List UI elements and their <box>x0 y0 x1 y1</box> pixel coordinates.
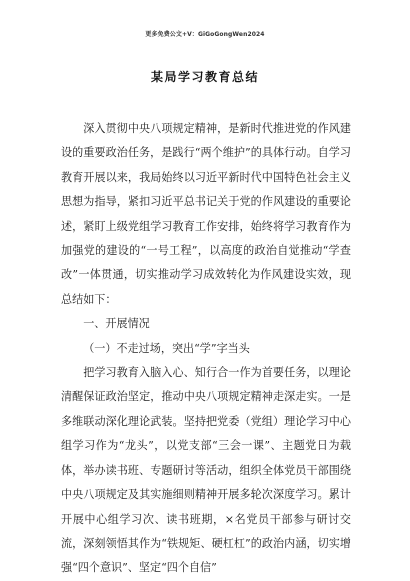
section-heading-1: 一、开展情况 <box>83 317 150 331</box>
document-title: 某局学习教育总结 <box>150 70 259 84</box>
intro-paragraph: 深入贯彻中央八项规定精神，是新时代推进党的作风建设的重要政治任务，是践行“两个维护”的具体行动。自学习教育开展以来，我局始终以习近平新时代中国特色社会主义思想为指导，紧扣习近平总书记关于党的作风建设的重要论述，紧盯上级党组学习教育工作安排，始终将学习教育作为加强党的建设的“一号工程”，以高度的政治自觉推动“学查改”一体贯通，切实推动学习成效转化为作风建设实效，现总结如下： <box>61 122 351 306</box>
header-note: 更多免费公文+V：GiGoGongWen2024 <box>145 31 265 38</box>
section-heading-2: （一）不走过场，突出“学”字当头 <box>83 341 250 355</box>
body-paragraph-2: 把学习教育入脑入心、知行合一作为首要任务，以理论清醒保证政治坚定，推动中央八项规定精神走深走实。一是多维联动深化理论武装。坚持把党委（党组）理论学习中心组学习作为“龙头”，以党支部“三会一课”、主题党日为载体，举办读书班、专题研讨等活动，组织全体党员干部围绕中央八项规定及其实施细则精神开展多轮次深度学习。累计开展中心组学习次、读书班期，×名党员干部参与研讨交流，深刻领悟其作为“铁规矩、硬杠杠”的政治内涵，切实增强“四个意识”、坚定“四个自信” <box>61 366 351 575</box>
document-body <box>61 117 351 581</box>
